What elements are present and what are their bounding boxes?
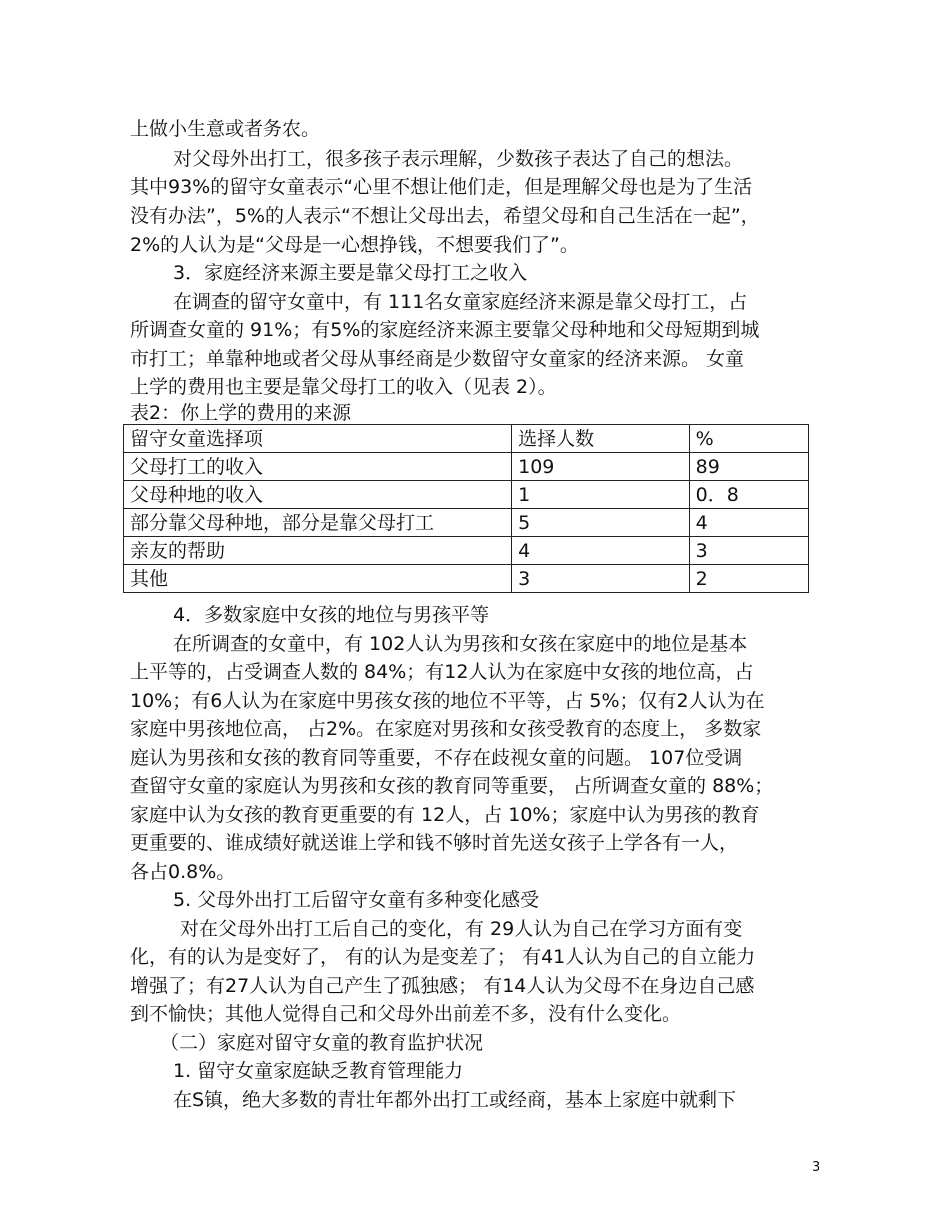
table-header-cell: 留守女童选择项 — [124, 425, 512, 453]
text-line: 所调查女童的 91%；有5%的家庭经济来源主要靠父母种地和父母短期到城 — [130, 319, 760, 341]
table-cell: 3 — [512, 565, 690, 593]
text-line: 家庭中男孩地位高， 占2%。在家庭对男孩和女孩受教育的态度上， 多数家 — [130, 718, 762, 740]
section-heading: 4．多数家庭中女孩的地位与男孩平等 — [173, 604, 490, 626]
section-heading: （二）家庭对留守女童的教育监护状况 — [160, 1032, 484, 1054]
table-cell: 部分靠父母种地，部分是靠父母打工 — [124, 509, 512, 537]
text-line: 查留守女童的家庭认为男孩和女孩的教育同等重要， 占所调查女童的 88%； — [130, 775, 774, 797]
text-line: 更重要的、谁成绩好就送谁上学和钱不够时首先送女孩子上学各有一人， — [130, 832, 739, 854]
page-number: 3 — [812, 1160, 821, 1175]
text-line: 市打工；单靠种地或者父母从事经商是少数留守女童家的经济来源。 女童 — [130, 348, 745, 370]
text-line: 家庭中认为女孩的教育更重要的有 12人，占 10%；家庭中认为男孩的教育 — [130, 804, 760, 826]
text-line: 在调查的留守女童中，有 111名女童家庭经济来源是靠父母打工，占 — [173, 291, 748, 313]
table-cell: 109 — [512, 453, 690, 481]
table-row — [124, 509, 809, 537]
table-header-cell: % — [689, 425, 808, 453]
table-row — [124, 481, 809, 509]
text-line: 其中93%的留守女童表示“心里不想让他们走，但是理解父母也是为了生活 — [130, 176, 753, 198]
section-heading: 3．家庭经济来源主要是靠父母打工之收入 — [173, 262, 528, 284]
table-cell: 3 — [689, 537, 808, 565]
funding-source-table — [123, 424, 809, 593]
table-row — [124, 537, 809, 565]
table-row — [124, 453, 809, 481]
text-line: 庭认为男孩和女孩的教育同等重要，不存在歧视女童的问题。 107位受调 — [130, 747, 743, 769]
text-line: 上学的费用也主要是靠父母打工的收入（见表 2）。 — [130, 376, 557, 398]
table-row — [124, 565, 809, 593]
section-heading: 5. 父母外出打工后留守女童有多种变化感受 — [173, 889, 540, 911]
text-line: 在所调查的女童中，有 102人认为男孩和女孩在家庭中的地位是基本 — [173, 633, 748, 655]
table-cell: 2 — [689, 565, 808, 593]
text-line: 上平等的，占受调查人数的 84%；有12人认为在家庭中女孩的地位高，占 — [130, 661, 754, 683]
table-cell: 亲友的帮助 — [124, 537, 512, 565]
text-line: 各占0.8%。 — [130, 861, 236, 883]
table-cell: 1 — [512, 481, 690, 509]
table-cell: 4 — [689, 509, 808, 537]
text-line: 增强了；有27人认为自己产生了孤独感； 有14人认为父母不在身边自己感 — [130, 975, 755, 997]
table-cell: 89 — [689, 453, 808, 481]
text-line: 2%的人认为是“父母是一心想挣钱，不想要我们了”。 — [130, 234, 579, 256]
text-line: 10%；有6人认为在家庭中男孩女孩的地位不平等，占 5%；仅有2人认为在 — [130, 690, 765, 712]
table-cell: 父母种地的收入 — [124, 481, 512, 509]
text-line: 对父母外出打工，很多孩子表示理解，少数孩子表达了自己的想法。 — [173, 148, 744, 170]
table-cell: 4 — [512, 537, 690, 565]
table-cell: 其他 — [124, 565, 512, 593]
text-line: 上做小生意或者务农。 — [130, 118, 321, 140]
table-cell: 5 — [512, 509, 690, 537]
text-line: 化，有的认为是变好了， 有的认为是变差了； 有41人认为自己的自立能力 — [130, 946, 756, 968]
text-line: 对在父母外出打工后自己的变化，有 29人认为自己在学习方面有变 — [180, 918, 743, 940]
table-cell: 父母打工的收入 — [124, 453, 512, 481]
table-cell: 0．8 — [689, 481, 808, 509]
table-header-cell: 选择人数 — [512, 425, 690, 453]
text-line: 到不愉快；其他人觉得自己和父母外出前差不多，没有什么变化。 — [130, 1003, 682, 1025]
section-heading: 1. 留守女童家庭缺乏教育管理能力 — [173, 1060, 464, 1082]
text-line: 在S镇，绝大多数的青壮年都外出打工或经商，基本上家庭中就剩下 — [173, 1089, 737, 1111]
table-header-row — [124, 425, 809, 453]
text-line: 没有办法”，5%的人表示“不想让父母出去，希望父母和自己生活在一起”， — [130, 205, 760, 227]
table-caption: 表2：你上学的费用的来源 — [130, 402, 352, 424]
